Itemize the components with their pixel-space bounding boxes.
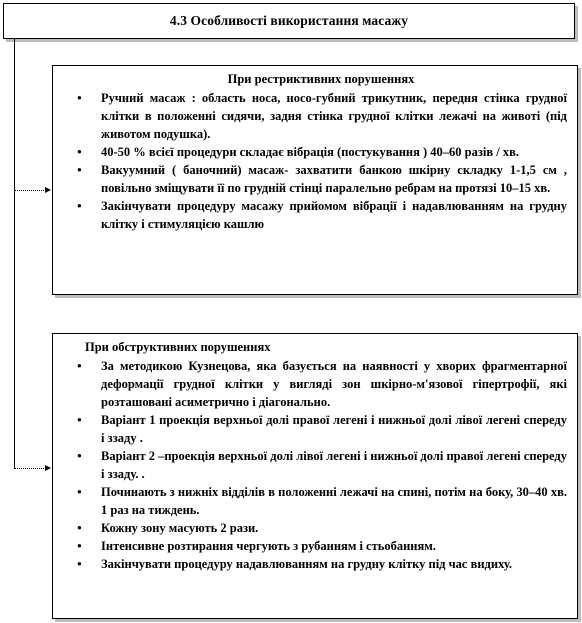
list-item: ● Закінчувати процедуру масажу прийомом вібрації і надавлюванням на грудну клітку і стимуляцією кашлю: [101, 197, 567, 233]
obstructive-heading: При обструктивних порушеннях: [85, 340, 271, 354]
diagram-title: 4.3 Особливості використання масажу: [169, 13, 409, 28]
list-item: ● Інтенсивне розтирання чергують з рубанням і стьобанням.: [101, 537, 567, 555]
list-item: ● Закінчувати процедуру надавлюванням на грудну клітку під час видиху.: [101, 555, 567, 573]
obstructive-box: [52, 333, 578, 619]
restrictive-box: [52, 65, 578, 295]
title-box: [3, 3, 575, 39]
arrow-to-restrictive-icon: [45, 187, 51, 193]
list-item: ● Ручний масаж : область носа, носо-губний трикутник, передня стінка грудної клітки в положенні сидячи, задня стінка грудної клітки лежачі на животі (під животом подушка).: [101, 89, 567, 143]
connector-to-obstructive: [14, 468, 46, 469]
list-item: ● 40-50 % всієї процедури складає вібрація (постукування ) 40–60 разів / хв.: [101, 143, 567, 161]
connector-to-restrictive: [14, 190, 46, 191]
restrictive-heading: При рестриктивних порушеннях: [227, 72, 415, 86]
arrow-to-obstructive-icon: [45, 465, 51, 471]
connector-vertical-line: [14, 39, 15, 468]
list-item: ● Варіант 2 –проекція верхньої долі лівої легені і нижньої долі правої легені спереду і ззаду. .: [101, 447, 567, 483]
list-item: ● Вакуумний ( баночний) масаж- захватити банкою шкірну складку 1-1,5 см , повільно зміщувати її по грудній стінці паралельно ребрам на протязі 10–15 хв.: [101, 161, 567, 197]
list-item: ● Варіант 1 проекція верхньої долі правої легені і нижньої долі лівої легені спереду і ззаду .: [101, 411, 567, 447]
list-item: ● Починають з нижніх відділів в положенні лежачі на спині, потім на боку, 30–40 хв. 1 раз на тиждень.: [101, 483, 567, 519]
list-item: ● Кожну зону масують 2 рази.: [101, 519, 567, 537]
list-item: ● За методикою Кузнецова, яка базується на наявності у хворих фрагментарної деформації грудної клітки у вигляді зон шкірно-м'язової гіпертрофії, які розташовані асиметрично і діагонально.: [101, 357, 567, 411]
obstructive-list: [75, 357, 567, 573]
restrictive-list: [75, 89, 567, 233]
